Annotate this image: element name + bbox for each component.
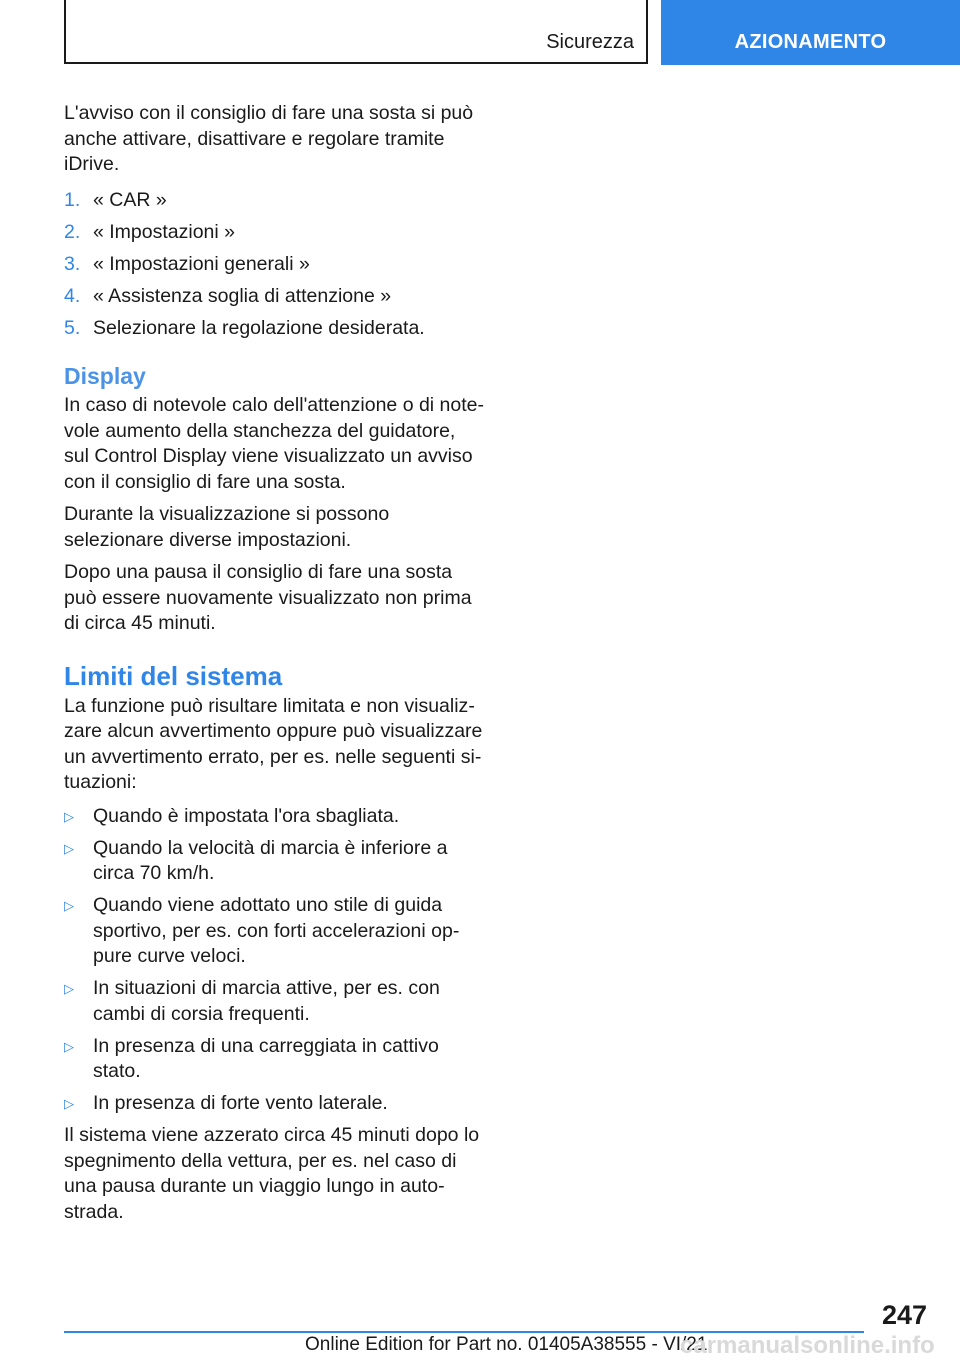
display-heading: Display [64, 363, 146, 389]
triangle-right-outline-icon: ▷ [64, 981, 74, 996]
header-section-tab [64, 0, 648, 64]
header-section-label: Sicurezza [546, 31, 634, 53]
step-number: 2. [64, 220, 81, 243]
bullet-text: Quando viene adottato uno stile di guida sportivo, per es. con forti accelerazioni oppure curve veloci. [93, 894, 460, 967]
triangle-right-outline-icon: ▷ [64, 840, 74, 856]
display-paragraph: Dopo una pausa il consiglio di fare una sosta può essere nuovamente visualizzato non prima di circa 45 minuti. [64, 561, 472, 634]
step-text: « CAR » [93, 188, 167, 211]
step-number: 4. [64, 284, 81, 307]
list-item [64, 1034, 484, 1085]
triangle-right-outline-icon: ▷ [64, 1096, 74, 1111]
triangle-right-outline-icon: ▷ [64, 1038, 74, 1054]
bullet-text: Quando la velocità di marcia è inferiore a circa 70 km/h. [93, 836, 448, 884]
limits-bullet-list [64, 804, 484, 1117]
triangle-right-outline-icon: ▷ [64, 808, 74, 824]
step-text: Selezionare la regolazione desiderata. [93, 316, 425, 339]
bullet-text: In situazioni di marcia attive, per es. con cambi di corsia frequenti. [93, 977, 440, 1025]
list-item [64, 976, 484, 1027]
page-number: 247 [881, 1300, 927, 1330]
limits-heading: Limiti del sistema [64, 660, 283, 691]
step-text: « Impostazioni » [93, 220, 235, 243]
list-item [64, 836, 484, 887]
display-paragraph: In caso di notevole calo dell'attenzione o di notevole aumento della stanchezza del guidatore, sul Control Display viene visualizzato un avviso con il consiglio di fare una sosta. [64, 394, 485, 493]
step-number: 3. [64, 252, 81, 275]
list-item [64, 316, 484, 342]
footer-watermark: carmanualsonline.info [680, 1332, 935, 1359]
triangle-right-outline-icon: ▷ [64, 898, 74, 913]
limits-intro: La funzione può risultare limitata e non visualizzare alcun avvertimento oppure può visualizzare un avvertimento errato, per es. nelle seguenti situazioni: [64, 694, 483, 793]
list-item [64, 893, 484, 970]
step-text: « Impostazioni generali » [93, 252, 310, 275]
list-item [64, 804, 484, 830]
list-item [64, 188, 484, 214]
list-item [64, 252, 484, 278]
steps-list [64, 188, 484, 342]
header-chapter-tab [661, 0, 960, 65]
list-item [64, 220, 484, 246]
bullet-text: In presenza di una carreggiata in cattivo stato. [93, 1034, 439, 1082]
limits-closing: Il sistema viene azzerato circa 45 minuti dopo lo spegnimento della vettura, per es. nel caso di una pausa durante un viaggio lungo in autostrada. [64, 1124, 480, 1223]
list-item [64, 1091, 484, 1117]
main-content [64, 101, 484, 1232]
bullet-text: In presenza di forte vento laterale. [93, 1092, 388, 1114]
header-chapter-label: AZIONAMENTO [734, 31, 887, 53]
list-item [64, 284, 484, 310]
intro-paragraph: L'avviso con il consiglio di fare una sosta si può anche attivare, disattivare e regolare tramite iDrive. [64, 102, 474, 175]
display-paragraph: Durante la visualizzazione si possono selezionare diverse impostazioni. [64, 503, 390, 551]
step-number: 5. [64, 316, 81, 339]
footer-edition: Online Edition for Part no. 01405A38555 - VI/21 [305, 1334, 708, 1355]
bullet-text: Quando è impostata l'ora sbagliata. [93, 804, 400, 827]
step-number: 1. [64, 188, 81, 211]
step-text: « Assistenza soglia di attenzione » [93, 284, 392, 307]
